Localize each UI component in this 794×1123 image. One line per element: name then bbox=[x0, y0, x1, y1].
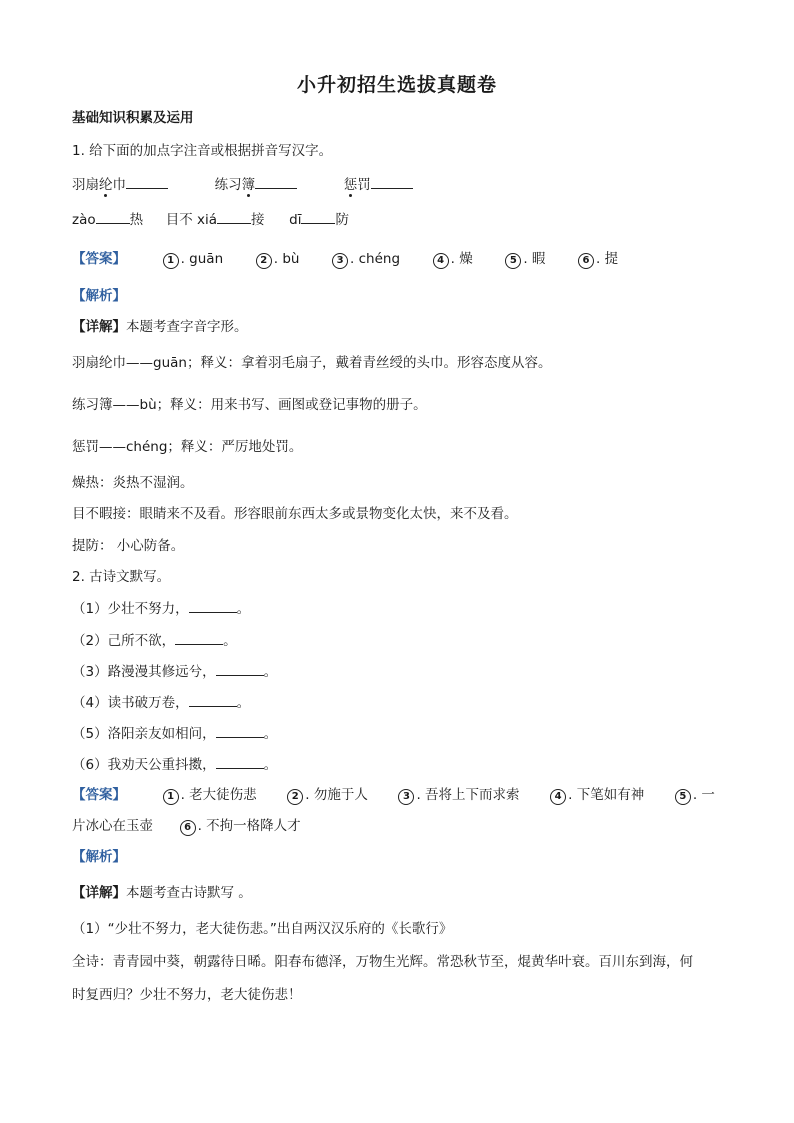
q2-answer-6: 6 . 不拘一格降人才 bbox=[180, 818, 301, 834]
q2-answer-2: 2 . 勿施于人 bbox=[287, 787, 368, 803]
answer-label: 【答案】 bbox=[72, 787, 126, 803]
page-title: 小升初招生选拔真题卷 bbox=[296, 74, 497, 96]
q1-explanation-2: 练习簿——bù；释义：用来书写、画图或登记事物的册子。 bbox=[72, 397, 427, 413]
pinyin-zao: zào bbox=[72, 212, 96, 228]
answer-blank bbox=[371, 175, 413, 189]
q2-answer-3: 3 . 吾将上下而求索 bbox=[398, 787, 519, 803]
q2-explanation-2: 全诗：青青园中葵，朝露待日晞。阳春布德泽，万物生光辉。常恐秋节至，焜黄华叶衰。百川东到海，何 bbox=[72, 954, 693, 970]
q1-explanation-3: 惩罚——chéng；释义：严厉地处罚。 bbox=[72, 439, 303, 455]
answer-label: 【答案】 bbox=[72, 251, 126, 267]
q1-row1 bbox=[72, 175, 413, 194]
q1-answer-1: 1 . guān bbox=[163, 251, 224, 267]
pinyin-xia: 目不 xiá bbox=[165, 212, 218, 228]
section-heading: 基础知识积累及运用 bbox=[72, 110, 194, 126]
q2-answer-row bbox=[72, 786, 715, 805]
answer-blank bbox=[189, 599, 237, 613]
q1-explanation-5: 目不暇接：眼睛来不及看。形容眼前东西太多或景物变化太快，来不及看。 bbox=[72, 506, 518, 522]
answer-blank bbox=[216, 662, 264, 676]
analysis-label: 【解析】 bbox=[72, 288, 126, 304]
q2-explanation-1: （1）“少壮不努力，老大徒伤悲。”出自两汉汉乐府的《长歌行》 bbox=[72, 921, 453, 937]
q2-item-2: （2）己所不欲， 。 bbox=[72, 633, 237, 649]
answer-blank bbox=[301, 210, 335, 224]
q1-detail: 【详解】本题考查字音字形。 bbox=[72, 319, 248, 335]
q1-answer-3: 3 . chéng bbox=[332, 251, 400, 267]
q2-answer-4: 4 . 下笔如有神 bbox=[550, 787, 644, 803]
q1-answer-6: 6 . 提 bbox=[578, 251, 618, 267]
q1-explanation-6: 提防： 小心防备。 bbox=[72, 538, 185, 554]
answer-blank bbox=[189, 693, 237, 707]
q2-answer-row-2: 片冰心在玉壶 6 . 不拘一格降人才 bbox=[72, 818, 301, 834]
q2-item-6: （6）我劝天公重抖擞， 。 bbox=[72, 757, 278, 773]
pinyin-di: dī bbox=[289, 212, 302, 228]
q1-answer-4: 4 . 燥 bbox=[433, 251, 473, 267]
answer-blank bbox=[255, 175, 297, 189]
answer-blank bbox=[216, 724, 264, 738]
answer-blank bbox=[96, 210, 130, 224]
answer-blank bbox=[217, 210, 251, 224]
q1-word-3: 惩罚 bbox=[343, 177, 371, 193]
answer-blank bbox=[126, 175, 168, 189]
q1-word-1: 羽扇纶巾 bbox=[72, 177, 126, 193]
q2-prompt: 2. 古诗文默写。 bbox=[72, 569, 171, 585]
q2-item-5: （5）洛阳亲友如相问， 。 bbox=[72, 726, 278, 742]
q1-explanation-4: 燥热：炎热不湿润。 bbox=[72, 475, 194, 491]
q1-row2: zào 热 目不 xiá 接 dī 防 bbox=[72, 212, 349, 228]
q1-answer-2: 2 . bù bbox=[256, 251, 300, 267]
q1-answer-row bbox=[72, 250, 618, 269]
q2-answer-1: 1 . 老大徒伤悲 bbox=[163, 787, 257, 803]
q2-item-1: （1）少壮不努力， 。 bbox=[72, 601, 251, 617]
q2-item-4: （4）读书破万卷， 。 bbox=[72, 695, 251, 711]
q1-explanation-1: 羽扇纶巾——guān；释义：拿着羽毛扇子，戴着青丝绶的头巾。形容态度从容。 bbox=[72, 355, 552, 371]
answer-blank bbox=[216, 755, 264, 769]
analysis-label: 【解析】 bbox=[72, 849, 126, 865]
q1-answer-5: 5 . 暇 bbox=[505, 251, 545, 267]
q1-word-2: 练习簿 bbox=[214, 177, 256, 193]
q2-detail: 【详解】本题考查古诗默写 。 bbox=[72, 885, 252, 901]
q1-prompt: 1. 给下面的加点字注音或根据拼音写汉字。 bbox=[72, 143, 333, 159]
q2-explanation-3: 时复西归？少壮不努力，老大徒伤悲！ bbox=[72, 987, 302, 1003]
q2-answer-5: 5 . 一 bbox=[675, 787, 715, 803]
q2-item-3: （3）路漫漫其修远兮， 。 bbox=[72, 664, 278, 680]
answer-blank bbox=[175, 631, 223, 645]
